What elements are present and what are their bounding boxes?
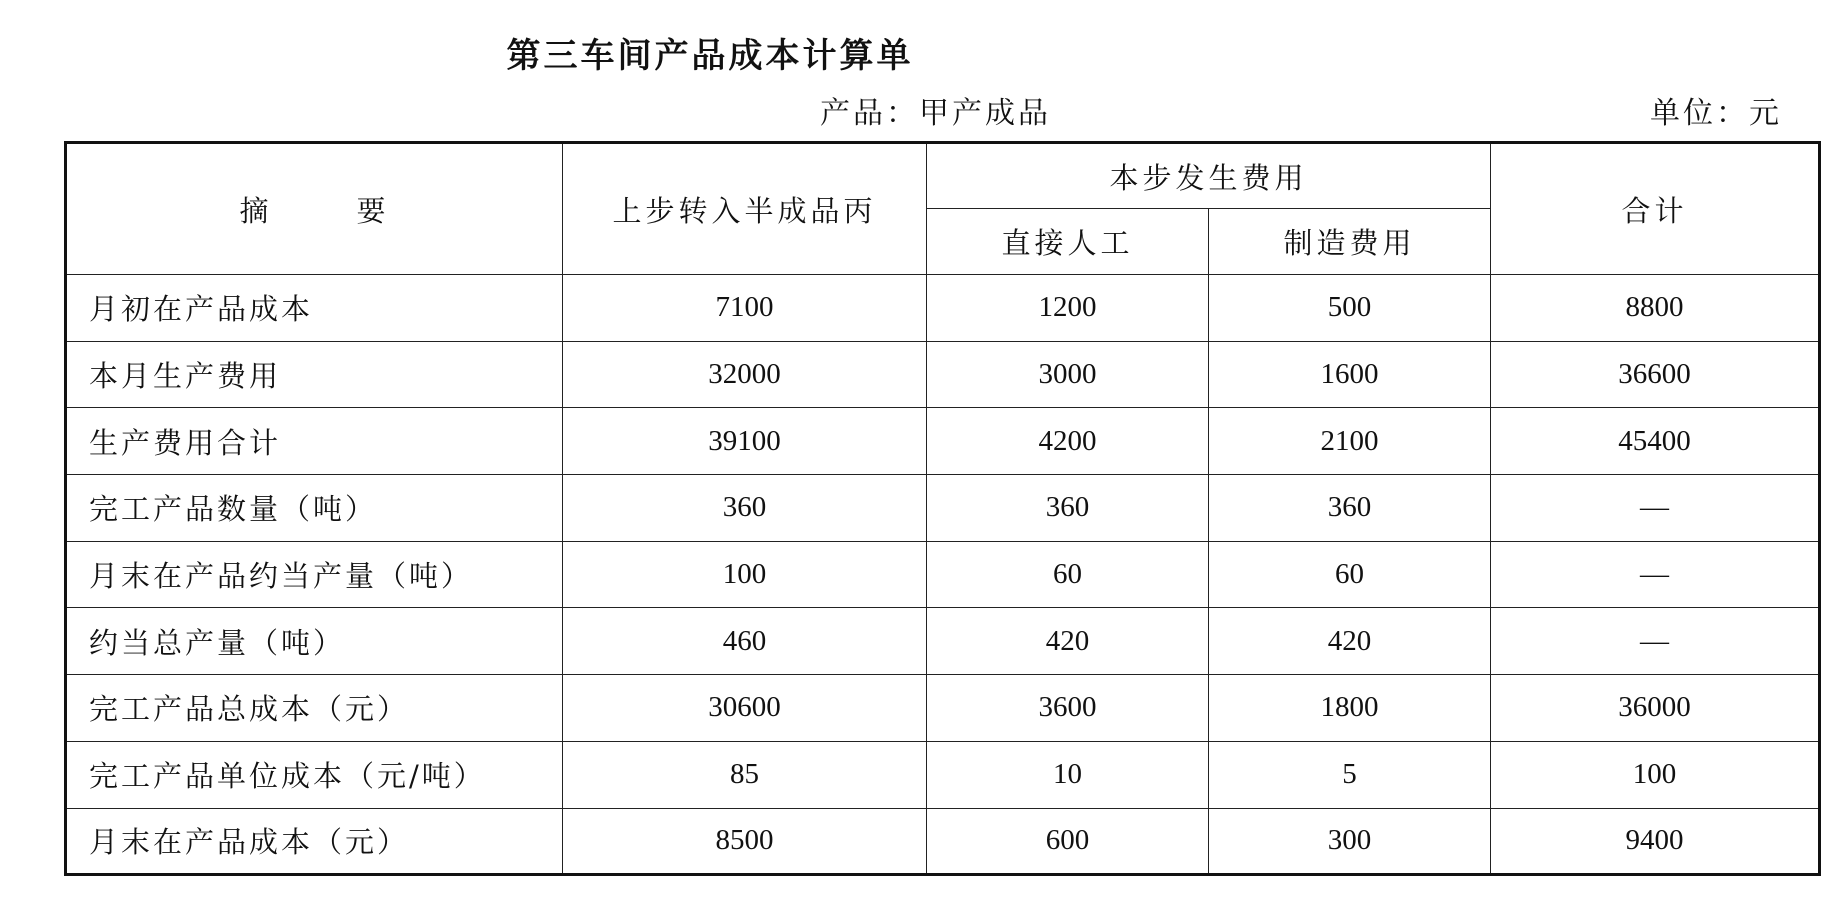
- cell-labor: 3000: [927, 341, 1209, 408]
- table-row: [66, 741, 1820, 808]
- cell-labor: 4200: [927, 408, 1209, 475]
- cell-overhead: 500: [1209, 275, 1491, 342]
- row-label: 月初在产品成本: [66, 275, 563, 342]
- cell-total: 36600: [1491, 341, 1820, 408]
- cell-labor: 600: [927, 808, 1209, 875]
- cell-labor: 420: [927, 608, 1209, 675]
- row-label: 完工产品数量（吨）: [66, 475, 563, 542]
- cell-semi: 7100: [563, 275, 927, 342]
- cell-total: —: [1491, 608, 1820, 675]
- cell-semi: 360: [563, 475, 927, 542]
- cell-total: —: [1491, 541, 1820, 608]
- unit-label: 单位：元: [1650, 96, 1782, 131]
- cell-semi: 32000: [563, 341, 927, 408]
- cell-semi: 460: [563, 608, 927, 675]
- cell-labor: 3600: [927, 675, 1209, 742]
- cell-semi: 100: [563, 541, 927, 608]
- cell-total: 9400: [1491, 808, 1820, 875]
- table-row: [66, 541, 1820, 608]
- cell-labor: 360: [927, 475, 1209, 542]
- row-label: 月末在产品成本（元）: [66, 808, 563, 875]
- cell-semi: 30600: [563, 675, 927, 742]
- table-row: [66, 675, 1820, 742]
- header-current-step-costs: 本步发生费用: [927, 143, 1491, 209]
- cell-semi: 85: [563, 741, 927, 808]
- cell-total: 45400: [1491, 408, 1820, 475]
- cell-total: —: [1491, 475, 1820, 542]
- header-semi-finished: 上步转入半成品丙: [563, 143, 927, 275]
- cell-total: 100: [1491, 741, 1820, 808]
- row-label: 完工产品总成本（元）: [66, 675, 563, 742]
- header-manufacturing-overhead: 制造费用: [1209, 209, 1491, 275]
- table-row: [66, 408, 1820, 475]
- product-label: 产品：甲产成品: [820, 96, 1051, 131]
- table-row: [66, 275, 1820, 342]
- cell-overhead: 5: [1209, 741, 1491, 808]
- header-summary-char-1: 摘: [239, 193, 273, 228]
- cell-semi: 8500: [563, 808, 927, 875]
- table-row: [66, 808, 1820, 875]
- header-summary: [66, 143, 563, 275]
- row-label: 月末在产品约当产量（吨）: [66, 541, 563, 608]
- cell-overhead: 1600: [1209, 341, 1491, 408]
- cell-overhead: 360: [1209, 475, 1491, 542]
- cell-total: 8800: [1491, 275, 1820, 342]
- row-label: 约当总产量（吨）: [66, 608, 563, 675]
- cell-labor: 60: [927, 541, 1209, 608]
- cost-calculation-table: [64, 141, 1821, 876]
- row-label: 生产费用合计: [66, 408, 563, 475]
- table-row: [66, 475, 1820, 542]
- header-total: 合计: [1491, 143, 1820, 275]
- cell-total: 36000: [1491, 675, 1820, 742]
- row-label: 完工产品单位成本（元/吨）: [66, 741, 563, 808]
- cell-overhead: 2100: [1209, 408, 1491, 475]
- cell-labor: 10: [927, 741, 1209, 808]
- cell-overhead: 60: [1209, 541, 1491, 608]
- cell-labor: 1200: [927, 275, 1209, 342]
- table-row: [66, 341, 1820, 408]
- header-summary-char-2: 要: [356, 193, 390, 228]
- cell-overhead: 420: [1209, 608, 1491, 675]
- cell-semi: 39100: [563, 408, 927, 475]
- table-row: [66, 608, 1820, 675]
- cell-overhead: 300: [1209, 808, 1491, 875]
- document-title: 第三车间产品成本计算单: [506, 36, 914, 76]
- header-direct-labor: 直接人工: [927, 209, 1209, 275]
- row-label: 本月生产费用: [66, 341, 563, 408]
- cell-overhead: 1800: [1209, 675, 1491, 742]
